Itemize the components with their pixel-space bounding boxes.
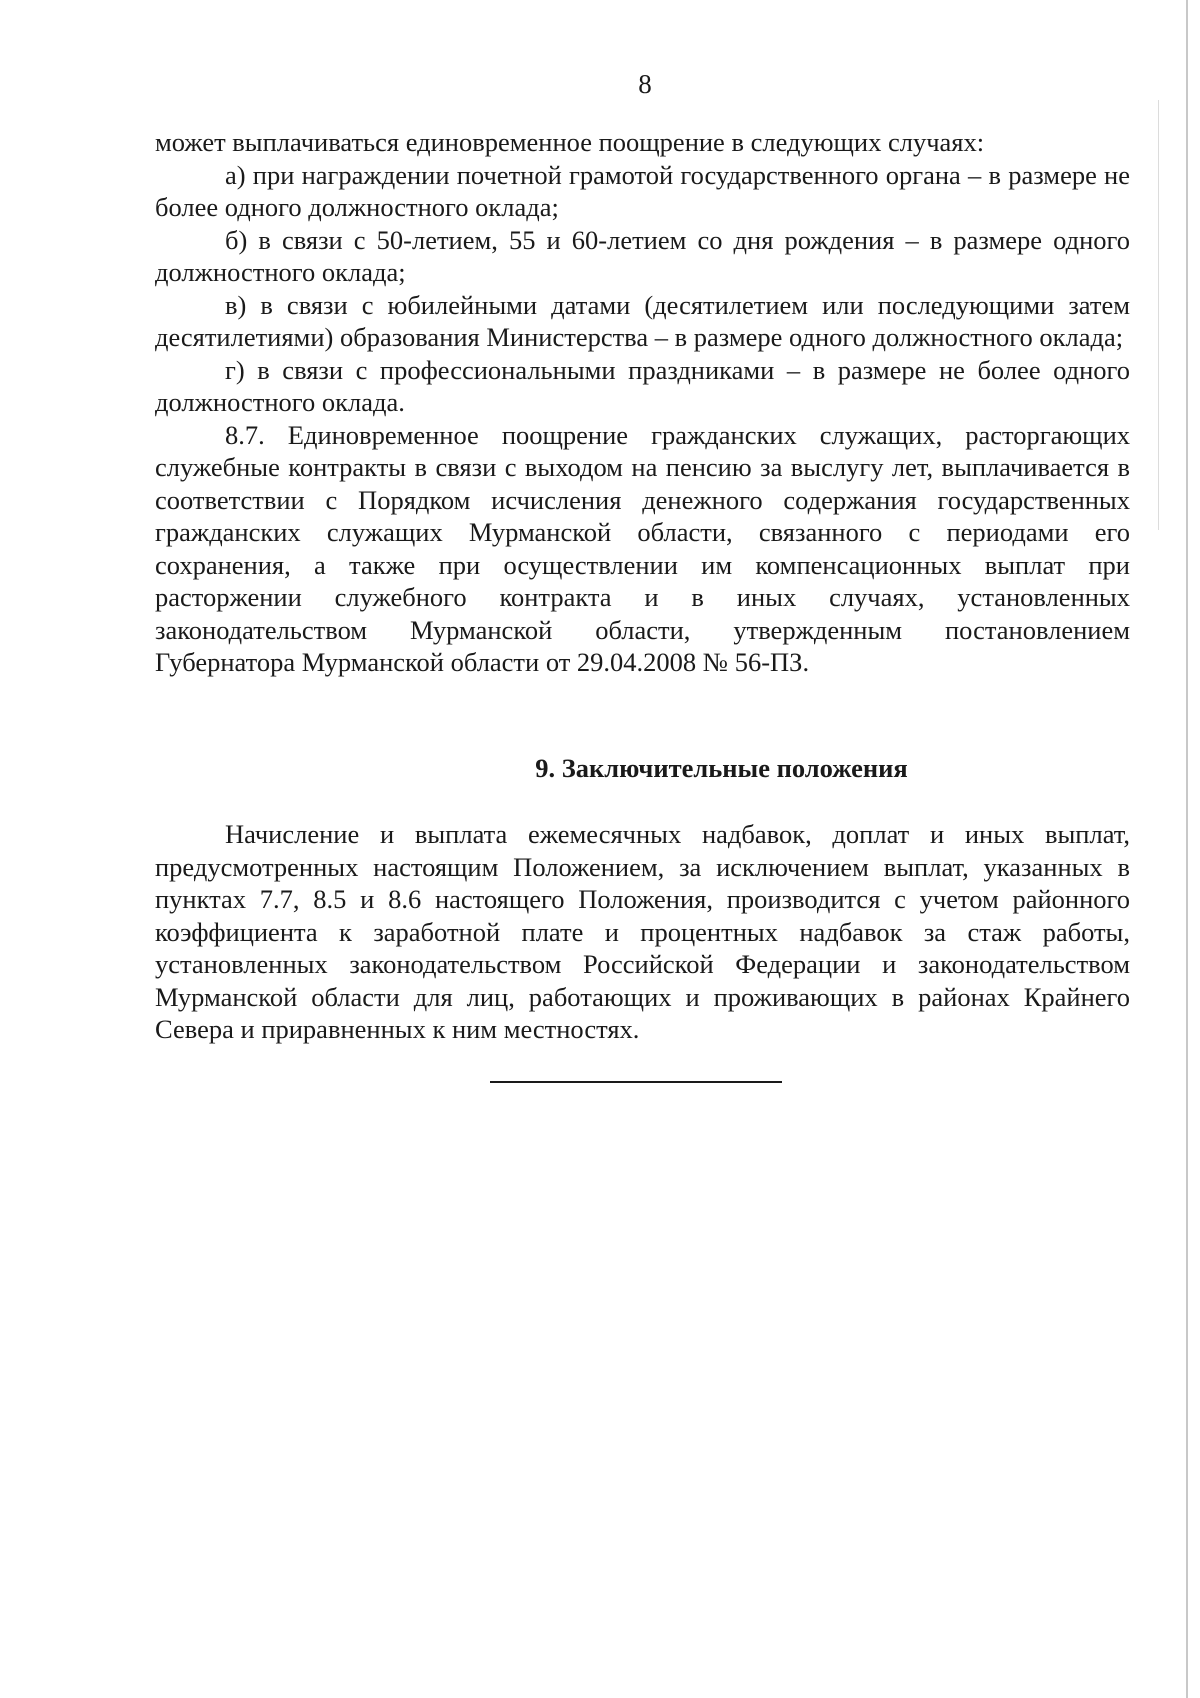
paragraph-item-v: в) в связи с юбилейными датами (десятилетием или последующими затем десятилетиями) образования Министерства – в размере одного должностного оклада;	[155, 289, 1130, 352]
paragraph-final: Начисление и выплата ежемесячных надбавок, доплат и иных выплат, предусмотренных настоящим Положением, за исключением выплат, указанных в пунктах 7.7, 8.5 и 8.6 настоящего Положения, производится с учетом районного коэффициента к заработной плате и процентных надбавок за стаж работы, установленных законодательством Российской Федерации и законодательством Мурманской области для лиц, работающих и проживающих в районах Крайнего Севера и приравненных к ним местностях.	[155, 819, 1130, 1044]
section-heading: 9. Заключительные положения	[535, 753, 908, 783]
page-number: 8	[638, 69, 652, 99]
paragraph-item-g: г) в связи с профессиональными праздниками – в размере не более одного должностного оклада.	[155, 354, 1130, 417]
scan-edge-line	[1186, 0, 1188, 1698]
paragraph-clause-8-7: 8.7. Единовременное поощрение гражданских служащих, расторгающих служебные контракты в связи с выходом на пенсию за выслугу лет, выплачивается в соответствии с Порядком исчисления денежного содержания государственных гражданских служащих Мурманской области, связанного с периодами его сохранения, а также при осуществлении им компенсационных выплат при расторжении служебного контракта и в иных случаях, установленных законодательством Мурманской области, утвержденным постановлением Губернатора Мурманской области от 29.04.2008 № 56-ПЗ.	[155, 419, 1130, 677]
end-rule-divider	[490, 1081, 782, 1083]
text-block-top	[155, 126, 1130, 679]
paragraph-item-b: б) в связи с 50-летием, 55 и 60-летием со дня рождения – в размере одного должностного оклада;	[155, 224, 1130, 287]
paragraph-intro: может выплачиваться единовременное поощрение в следующих случаях:	[155, 127, 985, 157]
paragraph-item-a: а) при награждении почетной грамотой государственного органа – в размере не более одного должностного оклада;	[155, 159, 1130, 222]
scan-mark-line	[1158, 100, 1159, 530]
text-block-final	[155, 818, 1130, 1046]
